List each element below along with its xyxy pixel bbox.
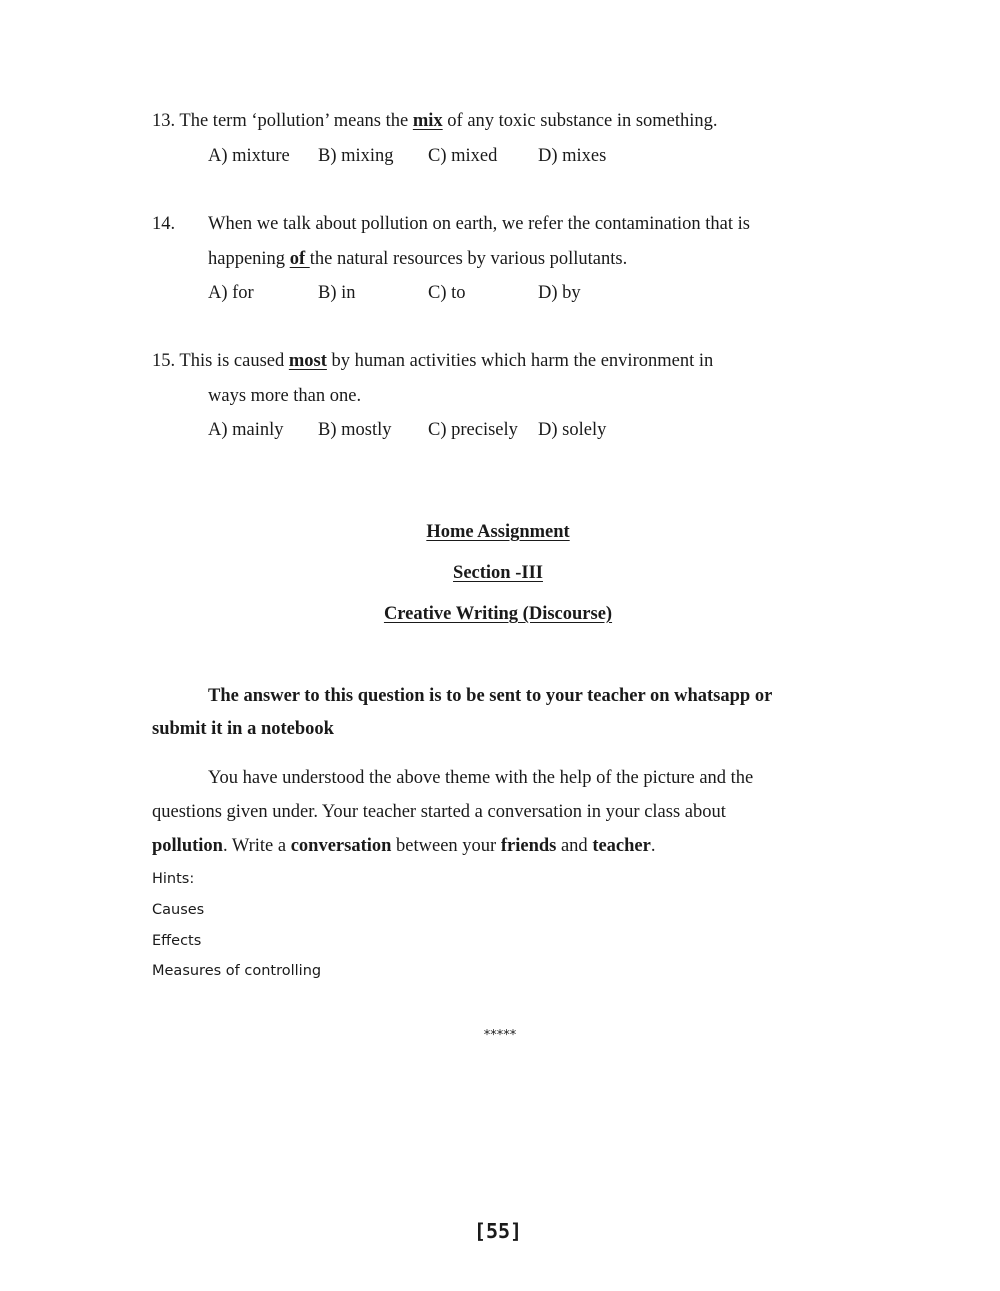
question-14-line1: When we talk about pollution on earth, we refer the contamination that is	[208, 214, 750, 234]
assignment-title: Home Assignment	[426, 522, 570, 542]
question-number: 15.	[152, 351, 176, 371]
question-keyword: of	[289, 249, 310, 269]
question-text-before: happening	[208, 249, 290, 269]
option-d: D) by	[538, 283, 581, 303]
question-14-line2	[208, 249, 627, 270]
question-13	[152, 111, 718, 132]
instruction-line2: submit it in a notebook	[152, 719, 334, 739]
question-text-after: by human activities which harm the environment in	[326, 351, 714, 371]
prompt-text: .	[650, 836, 656, 856]
options-13	[0, 146, 1000, 170]
question-text-before: This is caused	[179, 351, 289, 371]
keyword-friends: friends	[500, 836, 557, 856]
hint-item: Measures of controlling	[152, 963, 322, 979]
option-a: A) mainly	[208, 420, 284, 440]
prompt-text: and	[556, 836, 593, 856]
prompt-line3	[152, 836, 655, 857]
question-text-before: The term ‘pollution’ means the	[179, 111, 413, 131]
option-d: D) solely	[538, 420, 607, 440]
prompt-line2: questions given under. Your teacher started a conversation in your class about	[152, 802, 726, 822]
hints-label: Hints:	[152, 871, 195, 887]
option-a: A) mixture	[208, 146, 290, 166]
question-text-after: of any toxic substance in something.	[442, 111, 718, 131]
option-b: B) in	[318, 283, 356, 303]
question-keyword: mix	[412, 111, 443, 131]
option-c: C) to	[428, 283, 466, 303]
prompt-text: between your	[391, 836, 501, 856]
option-d: D) mixes	[538, 146, 607, 166]
question-text-after: the natural resources by various pollutants.	[309, 249, 628, 269]
creative-writing-heading: Creative Writing (Discourse)	[383, 604, 613, 624]
question-number: 14.	[152, 214, 176, 234]
option-c: C) precisely	[428, 420, 518, 440]
question-number: 13.	[152, 111, 176, 131]
end-mark: *****	[483, 1028, 517, 1043]
keyword-pollution: pollution	[152, 836, 223, 856]
hint-item: Causes	[152, 902, 205, 918]
prompt-text: . Write a	[222, 836, 291, 856]
hint-item: Effects	[152, 933, 202, 949]
options-15	[0, 420, 1000, 444]
option-c: C) mixed	[428, 146, 498, 166]
options-14	[0, 283, 1000, 307]
instruction-line1: The answer to this question is to be sent to your teacher on whatsapp or	[208, 686, 773, 706]
question-15	[152, 351, 713, 372]
option-b: B) mostly	[318, 420, 392, 440]
keyword-teacher: teacher	[592, 836, 651, 856]
prompt-line1: You have understood the above theme with the help of the picture and the	[208, 768, 754, 788]
option-b: B) mixing	[318, 146, 394, 166]
section-heading: Section -III	[453, 563, 543, 583]
option-a: A) for	[208, 283, 254, 303]
keyword-conversation: conversation	[290, 836, 392, 856]
question-keyword: most	[288, 351, 327, 371]
question-15-line2: ways more than one.	[208, 386, 362, 406]
page-number: [55]	[473, 1219, 523, 1243]
